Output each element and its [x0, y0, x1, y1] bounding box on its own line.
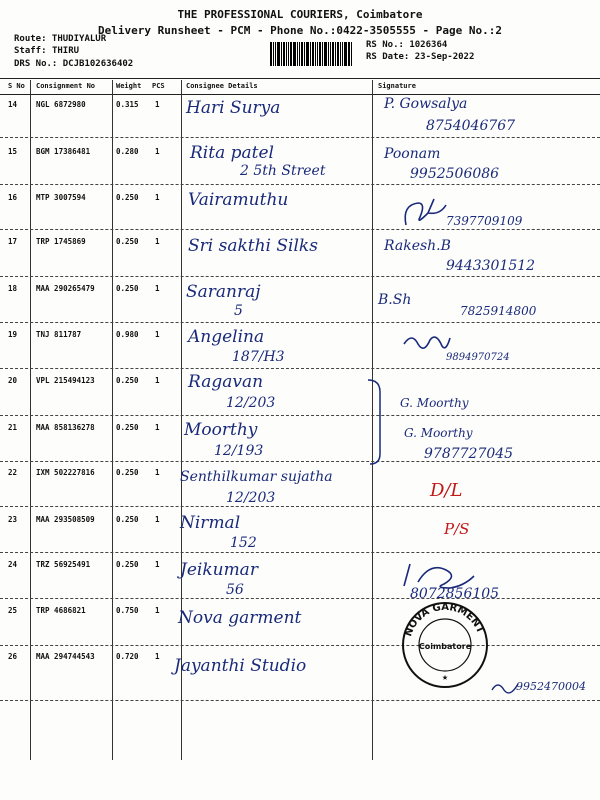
row-sno: 19 — [8, 330, 18, 339]
consignee-address-handwriting: 56 — [226, 582, 244, 598]
barcode-bar — [286, 42, 287, 66]
svg-text:★: ★ — [441, 672, 449, 683]
barcode-bar — [275, 42, 276, 66]
row-sno: 18 — [8, 284, 18, 293]
barcode-bar — [344, 42, 347, 66]
barcode-bar — [301, 42, 303, 66]
row-consignment: BGM 17386481 — [36, 147, 91, 156]
svg-text:NOVA GARMENT — [403, 602, 486, 638]
signature-phone: 7397709109 — [446, 214, 523, 228]
row-pcs: 1 — [155, 147, 160, 156]
row-weight: 0.250 — [116, 468, 139, 477]
barcode-bar — [310, 42, 311, 66]
consignee-address-handwriting: 12/193 — [214, 443, 264, 459]
row-pcs: 1 — [155, 193, 160, 202]
row-separator — [0, 645, 600, 646]
row-pcs: 1 — [155, 100, 160, 109]
barcode-bar — [315, 42, 316, 66]
signature-phone: 9787727045 — [424, 446, 514, 462]
barcode-bar — [290, 42, 292, 66]
consignee-address-handwriting: 12/203 — [226, 395, 276, 411]
barcode-bar — [283, 42, 285, 66]
consignee-handwriting: Angelina — [188, 327, 265, 347]
row-sno: 17 — [8, 237, 18, 246]
row-weight: 0.250 — [116, 560, 139, 569]
barcode-bar — [351, 42, 352, 66]
row-separator — [0, 322, 600, 323]
consignee-address-handwriting: 152 — [230, 535, 257, 551]
stamp-text: NOVA GARMENT — [403, 601, 486, 639]
barcode-bar — [348, 42, 350, 66]
barcode-bar — [330, 42, 331, 66]
row-separator — [0, 415, 600, 416]
row-weight: 0.720 — [116, 652, 139, 661]
barcode-bar — [312, 42, 314, 66]
column-header-weight: Weight — [116, 82, 142, 90]
consignee-handwriting: Saranraj — [186, 282, 261, 302]
consignee-handwriting: Senthilkumar sujatha — [180, 469, 333, 485]
row-pcs: 1 — [155, 652, 160, 661]
row-pcs: 1 — [155, 423, 160, 432]
consignee-handwriting: Moorthy — [184, 420, 258, 440]
row-separator — [0, 368, 600, 369]
barcode-bar — [293, 42, 296, 66]
staff-row — [14, 46, 79, 56]
consignee-handwriting: Hari Surya — [186, 98, 281, 118]
consignee-handwriting: Jeikumar — [180, 560, 258, 580]
barcode-bar — [317, 42, 318, 66]
consignee-address-handwriting: 5 — [234, 303, 243, 319]
row-consignment: VPL 215494123 — [36, 376, 95, 385]
barcode-bar — [288, 42, 289, 66]
runsheet-subtitle: Delivery Runsheet - PCM - Phone No.:0422-3505555 - Page No.:2 — [98, 24, 502, 37]
signature-handwriting: G. Moorthy — [400, 396, 469, 410]
row-sno: 21 — [8, 423, 18, 432]
consignee-address-handwriting: 2 5th Street — [240, 163, 326, 179]
barcode-bar — [340, 42, 341, 66]
table-header-rule — [0, 94, 600, 95]
signature-handwriting: P/S — [444, 520, 470, 538]
row-sno: 26 — [8, 652, 18, 661]
row-weight: 0.250 — [116, 284, 139, 293]
runsheet-title: THE PROFESSIONAL COURIERS, Coimbatore — [177, 8, 423, 21]
row-consignment: IXM 502227816 — [36, 468, 95, 477]
signature-handwriting: P. Gowsalya — [384, 96, 468, 112]
barcode-bar — [337, 42, 339, 66]
barcode-bar — [319, 42, 321, 66]
row-consignment: TRP 4686821 — [36, 606, 86, 615]
row-separator — [0, 137, 600, 138]
row-separator — [0, 506, 600, 507]
row-consignment: NGL 6872980 — [36, 100, 86, 109]
signature-handwriting: B.Sh — [378, 292, 412, 308]
consignee-handwriting: Nirmal — [180, 513, 241, 533]
barcode-bar — [304, 42, 305, 66]
consignee-handwriting: Sri sakthi Silks — [188, 236, 318, 256]
column-header-signature: Signature — [378, 82, 416, 90]
row-consignment: MAA 293508509 — [36, 515, 95, 524]
signature-handwriting: D/L — [430, 480, 463, 501]
row-pcs: 1 — [155, 606, 160, 615]
column-header-sno: S No — [8, 82, 25, 90]
row-sno: 25 — [8, 606, 18, 615]
signature-phone: 7825914800 — [460, 304, 537, 318]
row-separator — [0, 700, 600, 701]
row-weight: 0.750 — [116, 606, 139, 615]
row-pcs: 1 — [155, 515, 160, 524]
row-sno: 14 — [8, 100, 18, 109]
barcode-bar — [273, 42, 274, 66]
signature-scribble — [402, 330, 452, 356]
column-divider — [30, 80, 31, 760]
signature-phone: 8072856105 — [410, 586, 500, 602]
barcode-bar — [328, 42, 329, 66]
row-separator — [0, 598, 600, 599]
column-header-consignment: Consignment No — [36, 82, 96, 90]
row-separator — [0, 184, 600, 185]
row-consignment: TRZ 56925491 — [36, 560, 91, 569]
stamp-center-text: Coimbatore — [418, 642, 472, 651]
row-pcs: 1 — [155, 237, 160, 246]
company-stamp — [400, 600, 490, 690]
consignee-handwriting: Rita patel — [190, 143, 274, 163]
barcode-bar — [270, 42, 272, 66]
row-weight: 0.980 — [116, 330, 139, 339]
row-consignment: MAA 858136278 — [36, 423, 95, 432]
staff-label: Staff: — [14, 46, 47, 56]
column-divider — [112, 80, 113, 760]
row-separator — [0, 229, 600, 230]
row-weight: 0.250 — [116, 237, 139, 246]
barcode-bar — [322, 42, 323, 66]
barcode-bar — [332, 42, 334, 66]
row-weight: 0.250 — [116, 515, 139, 524]
consignee-handwriting: Ragavan — [188, 372, 264, 392]
row-consignment: TNJ 811787 — [36, 330, 82, 339]
row-sno: 23 — [8, 515, 18, 524]
barcode-bar — [335, 42, 336, 66]
signature-phone: 9443301512 — [446, 258, 536, 274]
barcode-bar — [342, 42, 343, 66]
row-sno: 20 — [8, 376, 18, 385]
consignee-handwriting: Jayanthi Studio — [174, 656, 307, 676]
row-separator — [0, 552, 600, 553]
table-top-rule — [0, 78, 600, 79]
column-header-pcs: PCS — [152, 82, 165, 90]
row-weight: 0.250 — [116, 376, 139, 385]
row-sno: 22 — [8, 468, 18, 477]
consignee-handwriting: Nova garment — [178, 608, 302, 628]
barcode — [270, 42, 358, 66]
row-consignment: MAA 290265479 — [36, 284, 95, 293]
barcode-bar — [297, 42, 298, 66]
signature-phone: 9952506086 — [410, 166, 500, 182]
barcode-bar — [306, 42, 309, 66]
row-sno: 15 — [8, 147, 18, 156]
row-pcs: 1 — [155, 560, 160, 569]
row-pcs: 1 — [155, 376, 160, 385]
row-sno: 16 — [8, 193, 18, 202]
signature-handwriting: G. Moorthy — [404, 426, 473, 440]
signature-handwriting: Rakesh.B — [384, 238, 451, 254]
consignee-address-handwriting: 187/H3 — [232, 349, 285, 365]
row-separator — [0, 276, 600, 277]
rs-date: RS Date: 23-Sep-2022 — [366, 52, 475, 62]
bracket-mark — [366, 378, 390, 466]
row-sno: 24 — [8, 560, 18, 569]
signature-phone: 8754046767 — [426, 118, 516, 134]
barcode-bar — [299, 42, 300, 66]
barcode-bar — [324, 42, 327, 66]
row-weight: 0.250 — [116, 193, 139, 202]
signature-phone: 9952470004 — [516, 680, 586, 693]
row-consignment: MAA 294744543 — [36, 652, 95, 661]
signature-phone: 9894970724 — [446, 352, 510, 363]
row-consignment: TRP 1745869 — [36, 237, 86, 246]
row-consignment: MTP 3007594 — [36, 193, 86, 202]
signature-scribble — [400, 195, 450, 231]
barcode-bar — [281, 42, 282, 66]
drs-number: DRS No.: DCJB102636402 — [14, 59, 134, 69]
staff-value: THIRU — [51, 46, 80, 56]
rs-number: RS No.: 1026364 — [366, 40, 448, 50]
consignee-handwriting: Vairamuthu — [188, 190, 289, 210]
row-pcs: 1 — [155, 468, 160, 477]
column-header-consignee: Consignee Details — [186, 82, 258, 90]
row-pcs: 1 — [155, 330, 160, 339]
consignee-address-handwriting: 12/203 — [226, 490, 276, 506]
signature-handwriting: Poonam — [384, 146, 441, 162]
route-label: Route: THUDIYALUR — [14, 34, 107, 44]
row-weight: 0.280 — [116, 147, 139, 156]
row-pcs: 1 — [155, 284, 160, 293]
row-weight: 0.250 — [116, 423, 139, 432]
barcode-bar — [277, 42, 280, 66]
row-weight: 0.315 — [116, 100, 139, 109]
